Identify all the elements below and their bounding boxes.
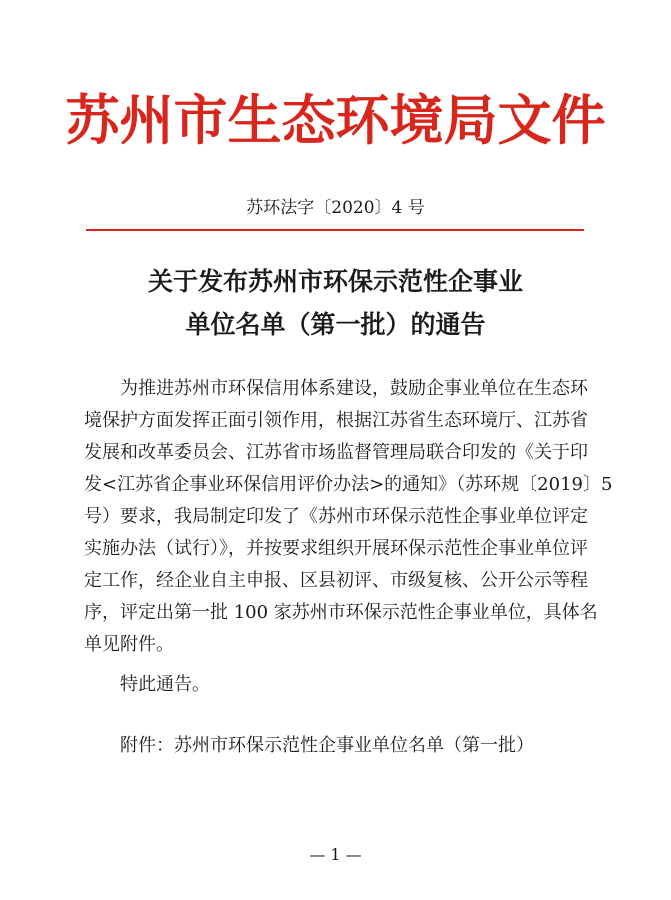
page-number: — 1 — xyxy=(309,845,362,864)
body-line-2: 境保护方面发挥正面引领作用，根据江苏省生态环境厅、江苏省 xyxy=(84,410,588,431)
body-line-1: 为推进苏州市环保信用体系建设，鼓励企事业单位在生态环 xyxy=(120,378,588,399)
body-line-9: 单见附件。 xyxy=(84,634,174,655)
red-divider-rule xyxy=(86,229,584,231)
body-line-7: 定工作，经企业自主申报、区县初评、市级复核、公开公示等程 xyxy=(84,570,588,591)
body-line-5: 号）要求，我局制定印发了《苏州市环保示范性企事业单位评定 xyxy=(84,506,588,527)
document-number: 苏环法字〔2020〕4 号 xyxy=(246,198,425,218)
attachment-line: 附件：苏州市环保示范性企事业单位名单（第一批） xyxy=(120,735,534,756)
closing-line: 特此通告。 xyxy=(120,674,210,695)
body-line-4: 发<江苏省企事业环保信用评价办法>的通知》（苏环规〔2019〕5 xyxy=(84,474,613,495)
agency-header-title: 苏州市生态环境局文件 xyxy=(65,88,606,152)
body-line-3: 发展和改革委员会、江苏省市场监督管理局联合印发的《关于印 xyxy=(84,442,588,463)
body-line-8: 序，评定出第一批 100 家苏州市环保示范性企事业单位，具体名 xyxy=(84,602,598,623)
body-line-6: 实施办法（试行）》，并按要求组织开展环保示范性企事业单位评 xyxy=(84,538,588,559)
notice-title-line-1: 关于发布苏州市环保示范性企事业 xyxy=(147,267,523,296)
notice-title-line-2: 单位名单（第一批）的通告 xyxy=(185,310,486,339)
